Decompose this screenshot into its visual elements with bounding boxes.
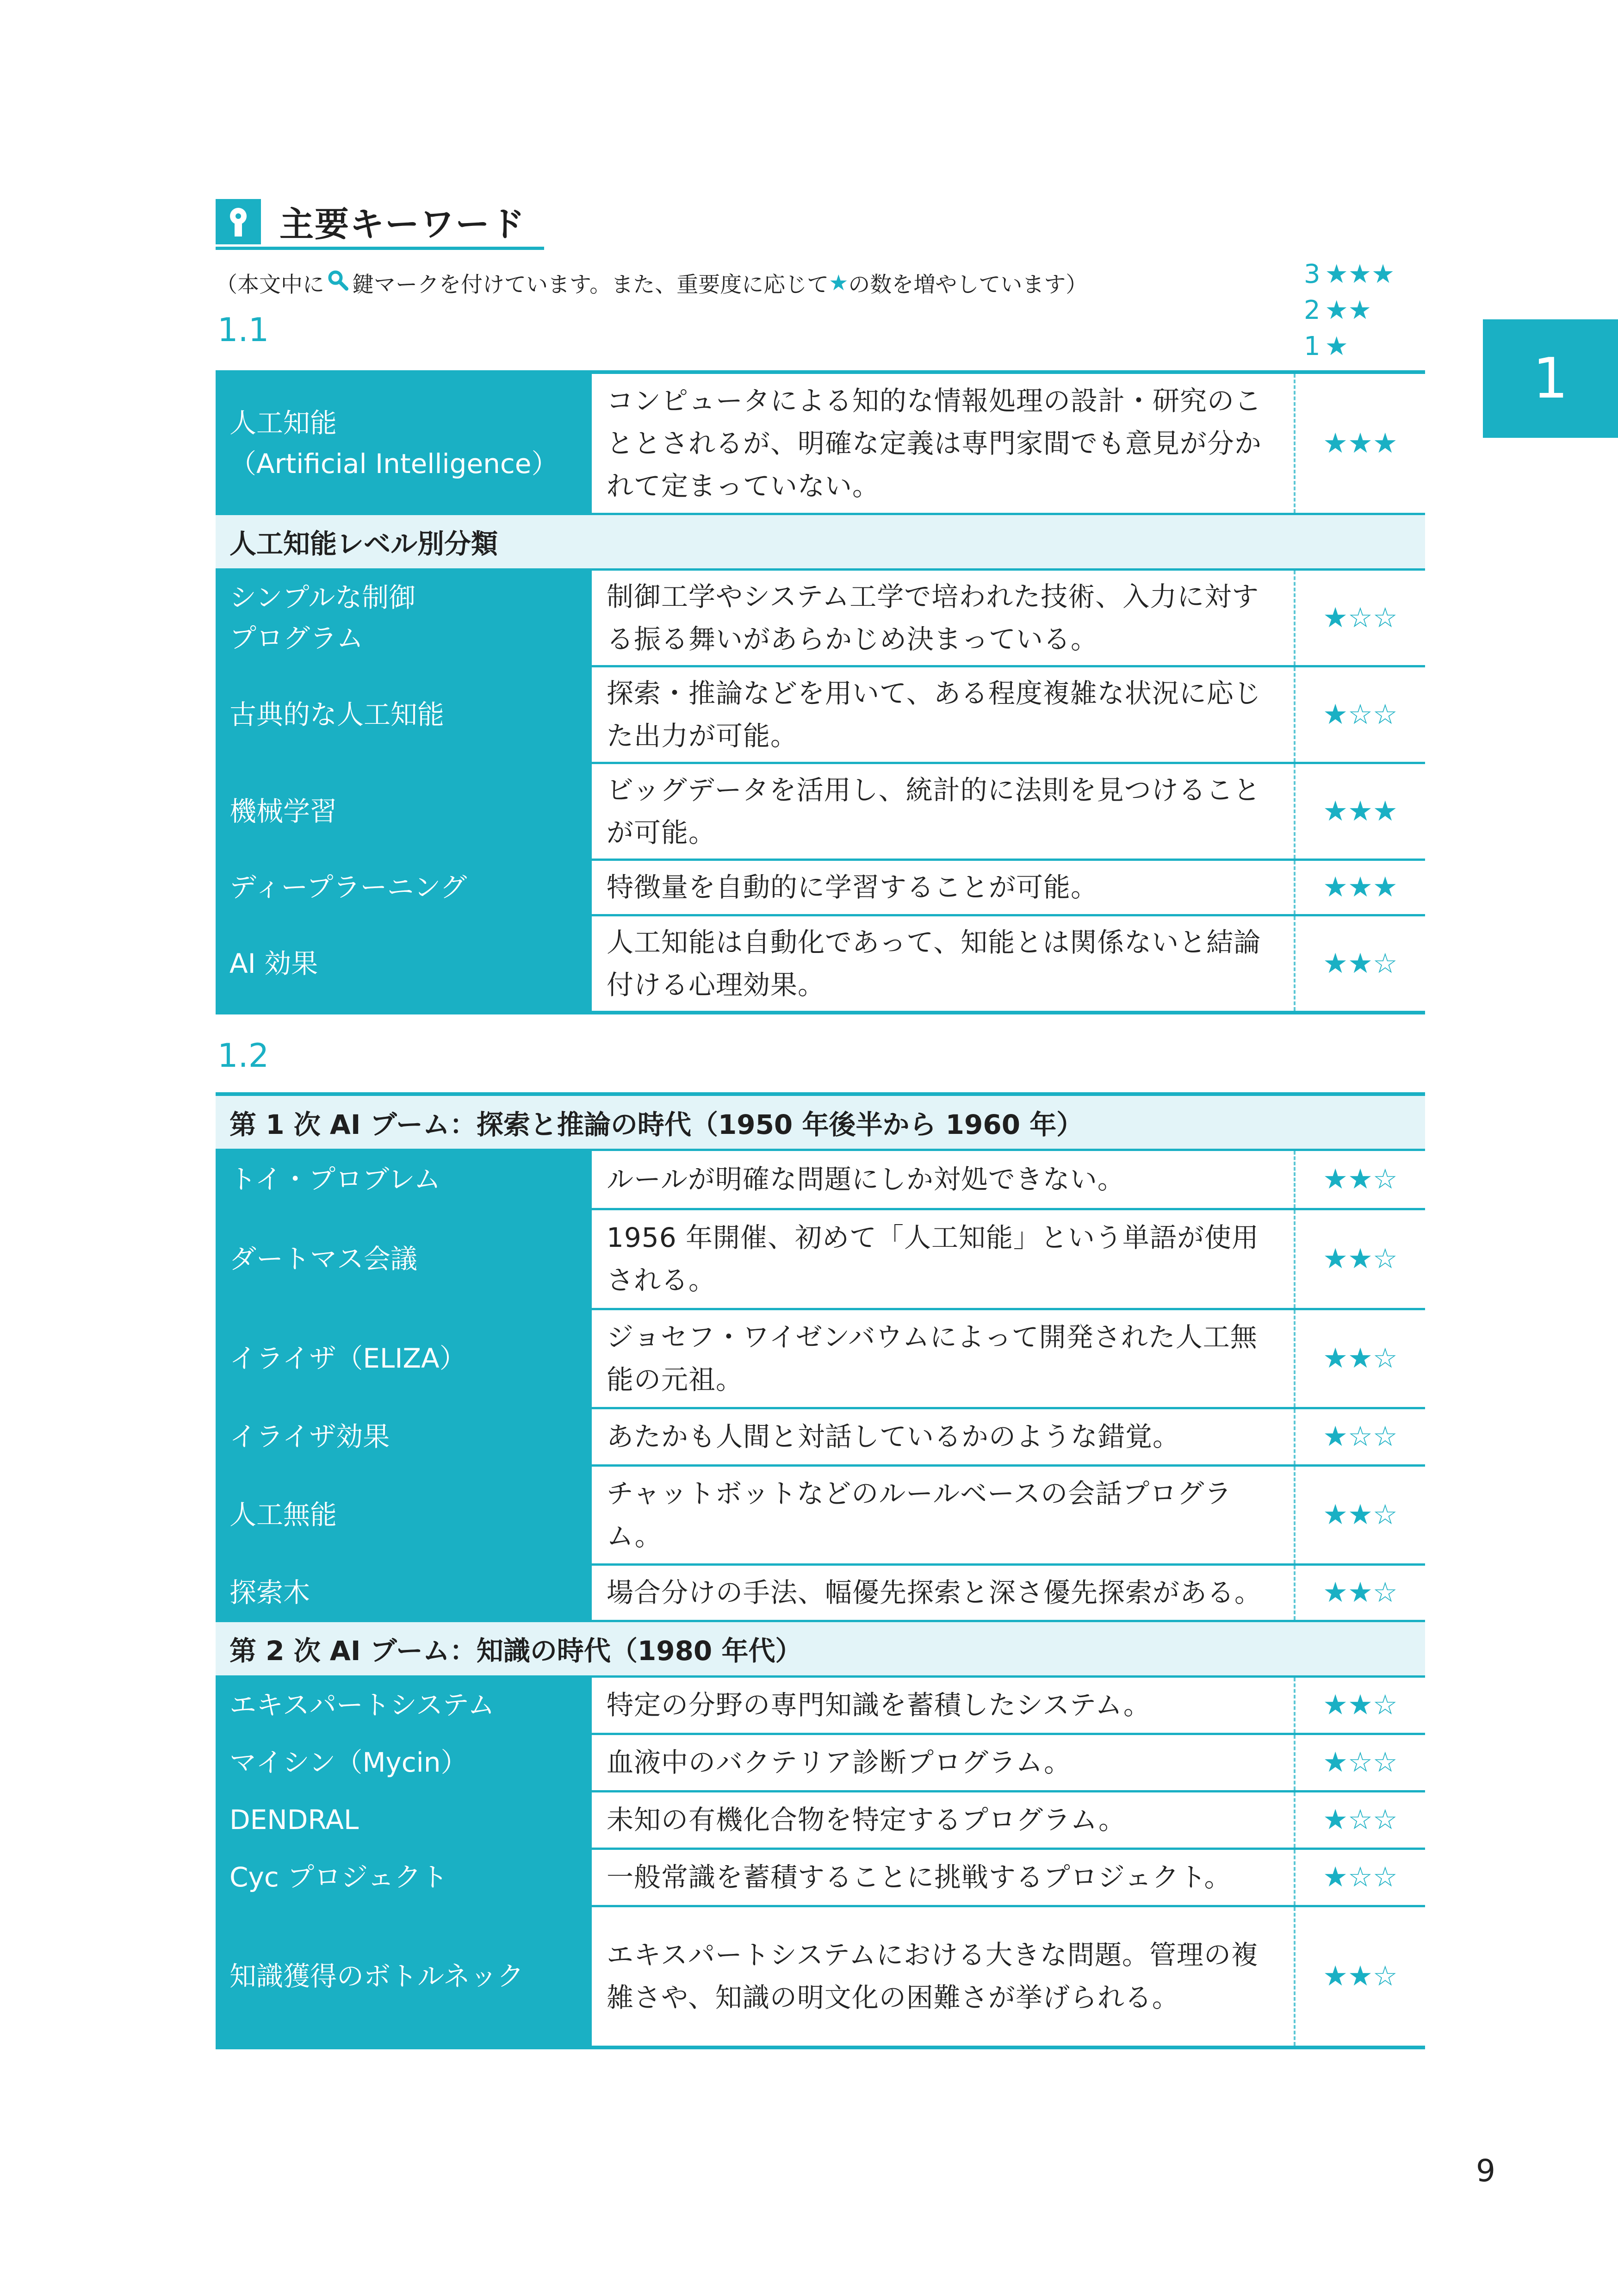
empty-star-icon: ☆ [1372, 698, 1398, 731]
term-line: 機械学習 [229, 795, 337, 827]
keyword-row [216, 1906, 1425, 2047]
filled-star-icon: ★ [1323, 795, 1348, 828]
legend-row [1304, 292, 1395, 329]
legend-level: 2 [1304, 295, 1320, 325]
keyword-description: 制御工学やシステム工学で培われた技術、入力に対する振る舞いがあらかじめ決まっている。 [593, 569, 1295, 666]
keyword-description: 未知の有機化合物を特定するプログラム。 [593, 1791, 1295, 1848]
empty-star-icon: ☆ [1348, 1804, 1373, 1836]
importance-rating [1295, 1906, 1425, 2047]
keyword-term [216, 1309, 593, 1408]
empty-star-icon: ☆ [1372, 1420, 1398, 1453]
term-line: 人工無能 [229, 1499, 337, 1531]
filled-star-icon: ★ [1348, 1243, 1373, 1275]
filled-star-icon: ★ [1348, 1499, 1373, 1531]
empty-star-icon: ☆ [1348, 1861, 1373, 1893]
filled-star-icon: ★ [1323, 1576, 1348, 1609]
legend-row [1304, 256, 1395, 292]
filled-star-icon: ★ [1348, 1960, 1373, 1993]
filled-star-icon: ★ [1372, 871, 1398, 903]
keyword-term [216, 1209, 593, 1309]
heading-title: 主要キーワード [279, 204, 526, 244]
keyword-row [216, 1564, 1425, 1621]
keyword-table [216, 370, 1425, 1014]
empty-star-icon: ☆ [1372, 1499, 1398, 1531]
filled-star-icon: ★ [1323, 1689, 1348, 1721]
empty-star-icon: ☆ [1372, 1243, 1398, 1275]
term-line: プログラム [229, 622, 364, 654]
keyword-description: あたかも人間と対話しているかのような錯覚。 [593, 1408, 1295, 1465]
importance-rating [1295, 763, 1425, 859]
importance-rating [1295, 1408, 1425, 1465]
filled-star-icon: ★ [1348, 795, 1373, 828]
importance-rating [1295, 569, 1425, 666]
filled-star-icon: ★ [1372, 795, 1398, 828]
keyword-description: 血液中のバクテリア診断プログラム。 [593, 1734, 1295, 1791]
keyword-term [216, 1676, 593, 1734]
filled-star-icon: ★ [1348, 1689, 1373, 1721]
category-row [216, 1621, 1425, 1676]
intro-note [216, 268, 1087, 299]
filled-star-icon: ★ [1372, 427, 1398, 460]
term-line: AI 効果 [229, 947, 318, 979]
intro-text-2: 鍵マークを付けています。また、重要度に応じて [352, 272, 829, 298]
keyword-term [216, 1906, 593, 2047]
filled-star-icon: ★ [1323, 698, 1348, 731]
keyword-term [216, 1150, 593, 1209]
keyword-row [216, 1734, 1425, 1791]
term-line: （Artificial Intelligence） [229, 448, 558, 479]
empty-star-icon: ☆ [1372, 1861, 1398, 1893]
legend-stars: ★★★ [1325, 259, 1395, 289]
keyword-row [216, 1848, 1425, 1906]
keyword-term [216, 569, 593, 666]
importance-rating [1295, 915, 1425, 1013]
empty-star-icon: ☆ [1372, 1746, 1398, 1779]
category-row [216, 514, 1425, 569]
category-label: 人工知能レベル別分類 [216, 514, 1425, 569]
filled-star-icon: ★ [1348, 947, 1373, 980]
keyword-term [216, 1465, 593, 1564]
keyword-term [216, 1734, 593, 1791]
empty-star-icon: ☆ [1348, 698, 1373, 731]
term-line: DENDRAL [229, 1804, 359, 1836]
empty-star-icon: ☆ [1348, 601, 1373, 634]
keyword-description: エキスパートシステムにおける大きな問題。管理の複雑さや、知識の明文化の困難さが挙げられる。 [593, 1906, 1295, 2047]
keyword-row [216, 1209, 1425, 1309]
importance-rating [1295, 1150, 1425, 1209]
filled-star-icon: ★ [1323, 1499, 1348, 1531]
term-line: 知識獲得のボトルネック [229, 1960, 524, 1992]
importance-rating [1295, 1465, 1425, 1564]
filled-star-icon: ★ [1323, 601, 1348, 634]
legend-stars: ★ [1325, 331, 1348, 361]
importance-rating [1295, 1209, 1425, 1309]
keyword-description: ビッグデータを活用し、統計的に法則を見つけることが可能。 [593, 763, 1295, 859]
keyword-row [216, 1309, 1425, 1408]
filled-star-icon: ★ [1323, 1163, 1348, 1195]
keyword-description: コンピュータによる知的な情報処理の設計・研究のこととされるが、明確な定義は専門家間でも意見が分かれて定まっていない。 [593, 372, 1295, 514]
keyword-term [216, 1791, 593, 1848]
filled-star-icon: ★ [1348, 427, 1373, 460]
term-line: イライザ効果 [229, 1421, 390, 1452]
keyword-description: ジョセフ・ワイゼンバウムによって開発された人工無能の元祖。 [593, 1309, 1295, 1408]
term-line: マイシン（Mycin） [229, 1747, 468, 1778]
term-line: イライザ（ELIZA） [229, 1343, 466, 1374]
term-line: 古典的な人工知能 [229, 698, 445, 730]
keyword-term [216, 763, 593, 859]
filled-star-icon: ★ [1323, 1804, 1348, 1836]
intro-text-1: （本文中に [216, 272, 324, 298]
section-heading [216, 196, 544, 250]
keyword-description: 1956 年開催、初めて「人工知能」という単語が使用される。 [593, 1209, 1295, 1309]
keyword-row [216, 569, 1425, 666]
keyword-row [216, 666, 1425, 763]
importance-rating [1295, 1676, 1425, 1734]
magnifier-key-icon [327, 269, 349, 297]
keyword-description: 特徴量を自動的に学習することが可能。 [593, 859, 1295, 915]
keyword-description: チャットボットなどのルールベースの会話プログラム。 [593, 1465, 1295, 1564]
filled-star-icon: ★ [1323, 427, 1348, 460]
chapter-tab: 1 [1483, 319, 1618, 438]
keyword-description: ルールが明確な問題にしか対処できない。 [593, 1150, 1295, 1209]
term-line: ディープラーニング [229, 871, 467, 903]
filled-star-icon: ★ [1323, 947, 1348, 980]
keyword-row [216, 372, 1425, 514]
keyword-description: 一般常識を蓄積することに挑戦するプロジェクト。 [593, 1848, 1295, 1906]
section-number: 1.1 [217, 311, 269, 349]
keyword-description: 探索・推論などを用いて、ある程度複雑な状況に応じた出力が可能。 [593, 666, 1295, 763]
keyword-term [216, 1848, 593, 1906]
importance-rating [1295, 859, 1425, 915]
section-number: 1.2 [217, 1037, 269, 1075]
filled-star-icon: ★ [1323, 1861, 1348, 1893]
keyword-row [216, 1791, 1425, 1848]
importance-rating [1295, 1734, 1425, 1791]
keyword-description: 特定の分野の専門知識を蓄積したシステム。 [593, 1676, 1295, 1734]
keyword-table [216, 1092, 1425, 2049]
filled-star-icon: ★ [1348, 1576, 1373, 1609]
importance-rating [1295, 1848, 1425, 1906]
empty-star-icon: ☆ [1372, 1804, 1398, 1836]
legend-row [1304, 329, 1395, 365]
filled-star-icon: ★ [1323, 871, 1348, 903]
filled-star-icon: ★ [1323, 1420, 1348, 1453]
empty-star-icon: ☆ [1372, 1689, 1398, 1721]
keyword-row [216, 1676, 1425, 1734]
keyword-description: 人工知能は自動化であって、知能とは関係ないと結論付ける心理効果。 [593, 915, 1295, 1013]
legend-level: 1 [1304, 331, 1320, 361]
keyword-row [216, 1465, 1425, 1564]
star-icon: ★ [829, 270, 849, 296]
filled-star-icon: ★ [1348, 1342, 1373, 1375]
key-icon [216, 199, 261, 244]
keyword-term [216, 915, 593, 1013]
term-line: Cyc プロジェクト [229, 1861, 448, 1893]
filled-star-icon: ★ [1348, 1163, 1373, 1195]
empty-star-icon: ☆ [1372, 1960, 1398, 1993]
rating-legend [1304, 256, 1395, 365]
keyword-row [216, 763, 1425, 859]
keyword-row [216, 915, 1425, 1013]
keyword-row [216, 1150, 1425, 1209]
filled-star-icon: ★ [1323, 1243, 1348, 1275]
legend-stars: ★★ [1325, 295, 1372, 325]
keyword-term [216, 666, 593, 763]
term-line: 人工知能 [229, 407, 337, 439]
importance-rating [1295, 1791, 1425, 1848]
empty-star-icon: ☆ [1372, 1576, 1398, 1609]
empty-star-icon: ☆ [1372, 601, 1398, 634]
importance-rating [1295, 1309, 1425, 1408]
term-line: エキスパートシステム [229, 1689, 495, 1721]
keyword-description: 場合分けの手法、幅優先探索と深さ優先探索がある。 [593, 1564, 1295, 1621]
empty-star-icon: ☆ [1348, 1746, 1373, 1779]
filled-star-icon: ★ [1348, 871, 1373, 903]
filled-star-icon: ★ [1323, 1746, 1348, 1779]
keyword-term [216, 1408, 593, 1465]
page-number: 9 [1476, 2153, 1495, 2189]
keyword-term [216, 1564, 593, 1621]
category-row [216, 1094, 1425, 1150]
keyword-term [216, 859, 593, 915]
filled-star-icon: ★ [1323, 1960, 1348, 1993]
importance-rating [1295, 372, 1425, 514]
filled-star-icon: ★ [1323, 1342, 1348, 1375]
intro-text-3: の数を増やしています） [848, 272, 1088, 298]
legend-level: 3 [1304, 259, 1320, 289]
term-line: トイ・プロブレム [229, 1164, 441, 1195]
category-label: 第 1 次 AI ブーム：探索と推論の時代（1950 年後半から 1960 年） [216, 1094, 1425, 1150]
importance-rating [1295, 1564, 1425, 1621]
term-line: ダートマス会議 [229, 1243, 418, 1275]
keyword-row [216, 859, 1425, 915]
keyword-term [216, 372, 593, 514]
term-line: 探索木 [229, 1577, 310, 1608]
empty-star-icon: ☆ [1372, 1342, 1398, 1375]
empty-star-icon: ☆ [1372, 1163, 1398, 1195]
category-label: 第 2 次 AI ブーム：知識の時代（1980 年代） [216, 1621, 1425, 1676]
keyword-row [216, 1408, 1425, 1465]
empty-star-icon: ☆ [1348, 1420, 1373, 1453]
importance-rating [1295, 666, 1425, 763]
empty-star-icon: ☆ [1372, 947, 1398, 980]
term-line: シンプルな制御 [229, 581, 416, 613]
